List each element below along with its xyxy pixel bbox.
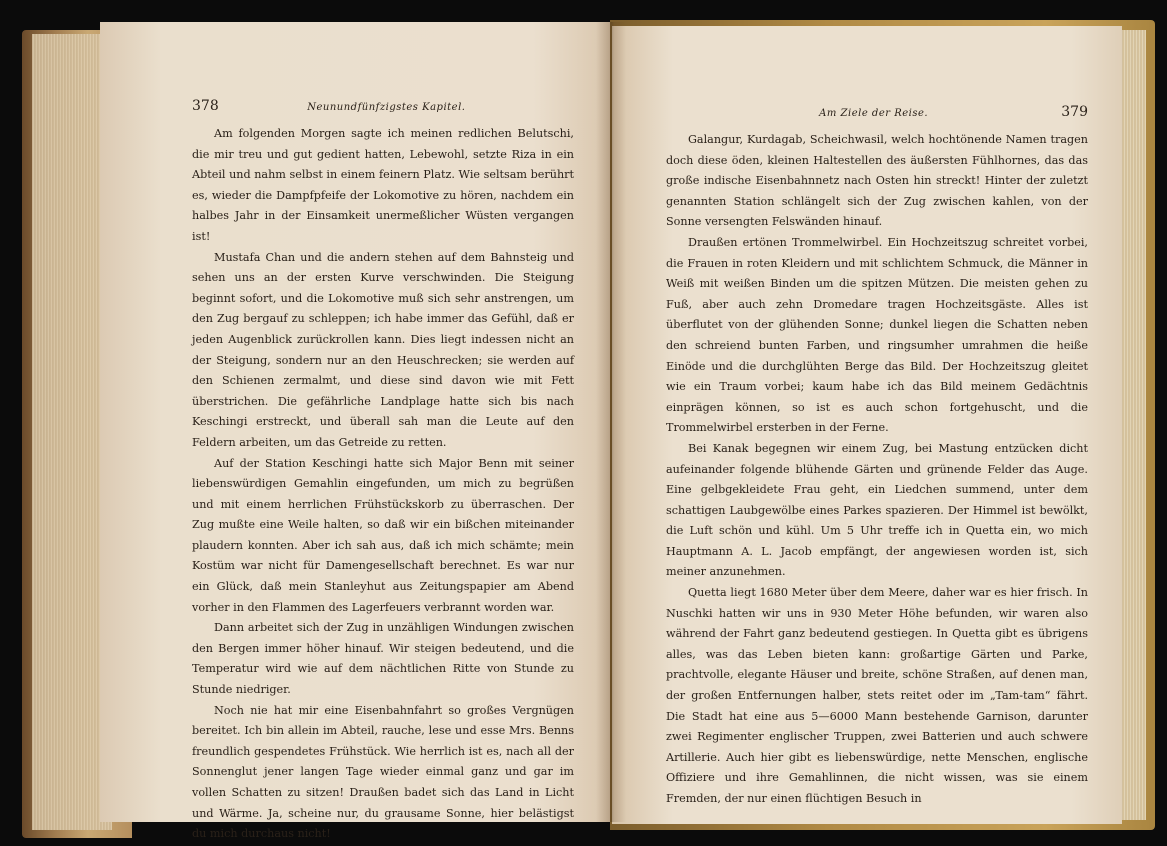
running-title-left: Neunundfünfzigstes Kapitel. [307,102,466,113]
paragraph: Draußen ertönen Trommelwirbel. Ein Hochzeitszug schreitet vorbei, die Frauen in roten Kleidern und mit schlichtem Schmuck, die Männer in Weiß mit weißen Binden um die spitzen Mützen. Die meisten gehen zu Fuß, aber auch zehn Dromedare tragen Hochzeitsgäste. Alles ist überflutet von der glühenden Sonne; dunkel liegen die Schatten neben den schreiend bunten Farben, und ringsumher umrahmen die heiße Einöde und die durchglühten Berge das Bild. Der Hochzeitszug gleitet wie ein Traum vorbei; kaum habe ich das Bild meinem Gedächtnis einprägen können, so ist es auch schon fortgehuscht, und die Trommelwirbel ersterben in der Ferne. [666,235,1088,435]
left-page [100,22,610,841]
right-page [612,26,1122,824]
left-page-header [192,98,574,114]
page-number-right: 379 [1061,104,1088,120]
paragraph: Quetta liegt 1680 Meter über dem Meere, daher war es hier frisch. In Nuschki hatten wir uns in 930 Meter Höhe befunden, wir waren also während der Fahrt ganz bedeutend gestiegen. In Quetta gibt es übrigens alles, was das Leben bieten kann: großartige Gärten und Parke, prachtvolle, elegante Häuser und breite, schöne Straßen, auf denen man, der großen Entfernungen halber, stets reitet oder im „Tam-tam“ fährt. Die Stadt hat eine aus 5—6000 Mann bestehende Garnison, darunter zwei Regimenter englischer Truppen, zwei Batterien und auch schwere Artillerie. Auch hier gibt es liebenswürdige, nette Menschen, englische Offiziere und ihre Gemahlinnen, die nicht wissen, was sie einem Fremden, der nur einen flüchtigen Besuch in [666,586,1088,805]
book-gutter [596,22,626,822]
right-page-header [666,104,1088,120]
paragraph: Am folgenden Morgen sagte ich meinen redlichen Belutschi, die mir treu und gut gedient hatten, Lebewohl, setzte Riza in ein Abteil und nahm selbst in einem feinern Platz. Wie seltsam berührt es, wieder die Dampfpfeife der Lokomotive zu hören, nachdem ein halbes Jahr in der Einsamkeit unermeßlicher Wüsten vergangen ist! [192,127,574,243]
page-stack-right [1120,30,1146,820]
running-title-right: Am Ziele der Reise. [819,108,929,119]
page-number-left: 378 [192,98,219,114]
paragraph: Galangur, Kurdagab, Scheichwasil, welch hochtönende Namen tragen doch diese öden, kleinen Haltestellen des äußersten Fühlhornes, das das große indische Eisenbahnnetz nach Osten hin streckt! Hinter der zuletzt genannten Station schlängelt sich der Zug zwischen kahlen, von der Sonne versengten Felswänden hinauf. [666,133,1088,229]
paragraph: Noch nie hat mir eine Eisenbahnfahrt so großes Vergnügen bereitet. Ich bin allein im Abteil, rauche, lese und esse Mrs. Benns freundlich gespendetes Frühstück. Wie herrlich ist es, nach all der Sonnenglut jener langen Tage wieder einmal ganz und gar im vollen Schatten zu sitzen! Draußen badet sich das Land in Licht und Wärme. Ja, scheine nur, du grausame Sonne, hier belästigst du mich durchaus nicht! [192,703,574,841]
paragraph: Bei Kanak begegnen wir einem Zug, bei Mastung entzücken dicht aufeinander folgende blühende Gärten und grünende Felder das Auge. Eine gelbgekleidete Frau geht, ein Liedchen summend, unter dem schattigen Laubgewölbe eines Parkes spazieren. Der Himmel ist bewölkt, die Luft schön und kühl. Um 5 Uhr treffe ich in Quetta ein, wo mich Hauptmann A. L. Jacob empfängt, der angewiesen worden ist, sich meiner anzunehmen. [666,441,1088,579]
paragraph: Mustafa Chan und die andern stehen auf dem Bahnsteig und sehen uns an der ersten Kurve verschwinden. Die Steigung beginnt sofort, und die Lokomotive muß sich sehr anstrengen, um den Zug bergauf zu schleppen; ich habe immer das Gefühl, daß er jeden Augenblick zurückrollen kann. Dies liegt indessen nicht an der Steigung, sondern nur an den Heuschrecken; sie werden auf den Schienen zermalmt, und diese sind davon wie mit Fett überstrichen. Die gefährliche Landplage hatte sich bis nach Keschingi erstreckt, und überall sah man die Leute auf den Feldern arbeiten, um das Getreide zu retten. [192,250,574,449]
paragraph: Auf der Station Keschingi hatte sich Major Benn mit seiner liebenswürdigen Gemahlin eingefunden, um mich zu begrüßen und mit einem herrlichen Frühstückskorb zu überraschen. Der Zug mußte eine Weile halten, so daß wir ein bißchen miteinander plaudern konnten. Aber ich sah aus, daß ich mich schämte; mein Kostüm war nicht für Damengesellschaft berechnet. Es war nur ein Glück, daß mein Stanleyhut aus Zeitungspapier am Abend vorher in den Flammen des Lagerfeuers verbrannt worden war. [192,456,574,614]
paragraph: Dann arbeitet sich der Zug in unzähligen Windungen zwischen den Bergen immer höher hinauf. Wir steigen bedeutend, und die Temperatur wird wie auf dem nächtlichen Ritte von Stunde zu Stunde niedriger. [192,621,574,697]
